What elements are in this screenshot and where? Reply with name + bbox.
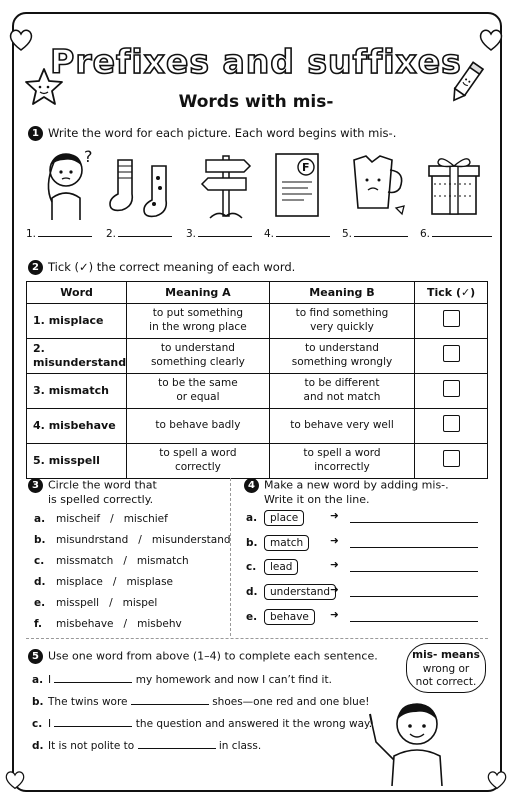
table-header: Tick (✓) <box>415 282 488 304</box>
list-item: e. misspell / mispel <box>34 597 158 609</box>
table-word: mismatch <box>48 383 109 397</box>
speech-bubble: mis- means wrong or not correct. <box>406 643 486 693</box>
arrow-icon: ➜ <box>330 535 339 547</box>
word-box: understand <box>264 584 336 600</box>
word-option[interactable]: misplase <box>126 576 174 588</box>
word-option[interactable]: missmatch <box>56 555 114 567</box>
table-row: 2. misunderstand to understand something clearly to understand something wrongly <box>27 339 488 374</box>
list-item: b. match ➜ <box>246 535 486 551</box>
answer-line[interactable] <box>350 547 478 548</box>
mismatched-socks-icon <box>108 158 178 220</box>
meaning-table <box>26 281 488 479</box>
list-item: e. behave ➜ <box>246 609 486 625</box>
svg-text:F: F <box>302 161 310 174</box>
sentence: c. I the question and answered it the wrong way. <box>32 718 373 730</box>
list-item: d. misplace / misplase <box>34 576 174 588</box>
table-header: Word <box>27 282 127 304</box>
list-item: c. missmatch / mismatch <box>34 555 189 567</box>
table-word: misunderstand <box>33 356 127 369</box>
table-row: 5. misspell to spell a word correctly to spell a word incorrectly <box>27 444 488 479</box>
word-option[interactable]: mismatch <box>136 555 189 567</box>
list-item: b. misundrstand / misunderstand <box>34 534 231 546</box>
heart-icon <box>486 770 508 790</box>
list-item: a. mischeif / mischief <box>34 513 168 525</box>
answer-blank[interactable]: 3. <box>186 228 252 240</box>
sentence-blank[interactable] <box>54 672 132 683</box>
paper-with-F-icon <box>272 150 324 220</box>
tick-box[interactable] <box>443 415 460 432</box>
word-option[interactable]: mispel <box>122 597 158 609</box>
word-option[interactable]: misbehave <box>56 618 114 630</box>
word-option[interactable]: misunderstand <box>151 534 231 546</box>
list-item: c. lead ➜ <box>246 559 486 575</box>
answer-line[interactable] <box>350 522 478 523</box>
table-header: Meaning A <box>127 282 270 304</box>
answer-blank[interactable]: 2. <box>106 228 172 240</box>
sentence-blank[interactable] <box>131 694 209 705</box>
sentence: a. I my homework and now I can’t find it. <box>32 674 332 686</box>
sentence: d. It is not polite to in class. <box>32 740 262 752</box>
table-word: misbehave <box>48 418 116 432</box>
answer-line[interactable] <box>350 621 478 622</box>
section5-instruction: 5 Use one word from above (1–4) to complete each sentence. <box>28 649 378 664</box>
table-row: 3. mismatch to be the same or equal to be different and not match <box>27 374 488 409</box>
svg-text:?: ? <box>84 147 93 166</box>
list-item: a. place ➜ <box>246 510 486 526</box>
gift-icon <box>426 152 482 218</box>
table-row: 1. misplace to put something in the wrong place to find something very quickly <box>27 304 488 339</box>
word-box: match <box>264 535 309 551</box>
arrow-icon: ➜ <box>330 510 339 522</box>
answer-blank[interactable]: 1. <box>26 228 92 240</box>
section-divider <box>26 638 488 639</box>
page-subtitle: Words with mis- <box>178 92 334 112</box>
tick-box[interactable] <box>443 345 460 362</box>
arrow-icon: ➜ <box>330 559 339 571</box>
pointing-boy-icon <box>362 694 472 786</box>
tick-box[interactable] <box>443 310 460 327</box>
word-option[interactable]: misbehv <box>137 618 182 630</box>
heart-icon <box>4 770 26 790</box>
answer-line[interactable] <box>350 571 478 572</box>
word-box: place <box>264 510 304 526</box>
list-item: d. understand ➜ <box>246 584 486 600</box>
answer-blank[interactable]: 5. <box>342 228 408 240</box>
sentence: b. The twins wore shoes—one red and one blue! <box>32 696 370 708</box>
list-item: f. misbehave / misbehv <box>34 618 182 630</box>
sentence-blank[interactable] <box>138 738 216 749</box>
broken-cup-icon <box>348 152 410 218</box>
section4-instruction: 4 Make a new word by adding mis-. Write it on the line. <box>244 478 449 508</box>
table-row: 4. misbehave to behave badly to behave very well <box>27 409 488 444</box>
tick-box[interactable] <box>443 380 460 397</box>
table-word: misplace <box>48 313 104 327</box>
section2-instruction: 2 Tick (✓) the correct meaning of each word. <box>28 260 295 275</box>
confused-boy-icon <box>36 146 100 222</box>
word-option[interactable]: misplace <box>56 576 103 588</box>
answer-blank[interactable]: 6. <box>420 228 492 240</box>
section3-instruction: 3 Circle the word that is spelled correctly. <box>28 478 157 508</box>
tick-box[interactable] <box>443 450 460 467</box>
table-header: Meaning B <box>269 282 415 304</box>
word-option[interactable]: mischeif <box>56 513 101 525</box>
arrow-icon: ➜ <box>330 609 339 621</box>
word-option[interactable]: mischief <box>123 513 168 525</box>
answer-blank[interactable]: 4. <box>264 228 330 240</box>
arrow-icon: ➜ <box>330 584 339 596</box>
column-divider <box>230 478 231 636</box>
word-box: behave <box>264 609 315 625</box>
sentence-blank[interactable] <box>54 716 132 727</box>
word-option[interactable]: misundrstand <box>56 534 129 546</box>
page-title: Prefixes and suffixes <box>50 42 462 81</box>
section1-instruction: 1 Write the word for each picture. Each word begins with mis-. <box>28 126 396 141</box>
table-word: misspell <box>48 453 100 467</box>
answer-line[interactable] <box>350 596 478 597</box>
word-box: lead <box>264 559 298 575</box>
word-option[interactable]: misspell <box>56 597 100 609</box>
signpost-icon <box>198 152 254 222</box>
